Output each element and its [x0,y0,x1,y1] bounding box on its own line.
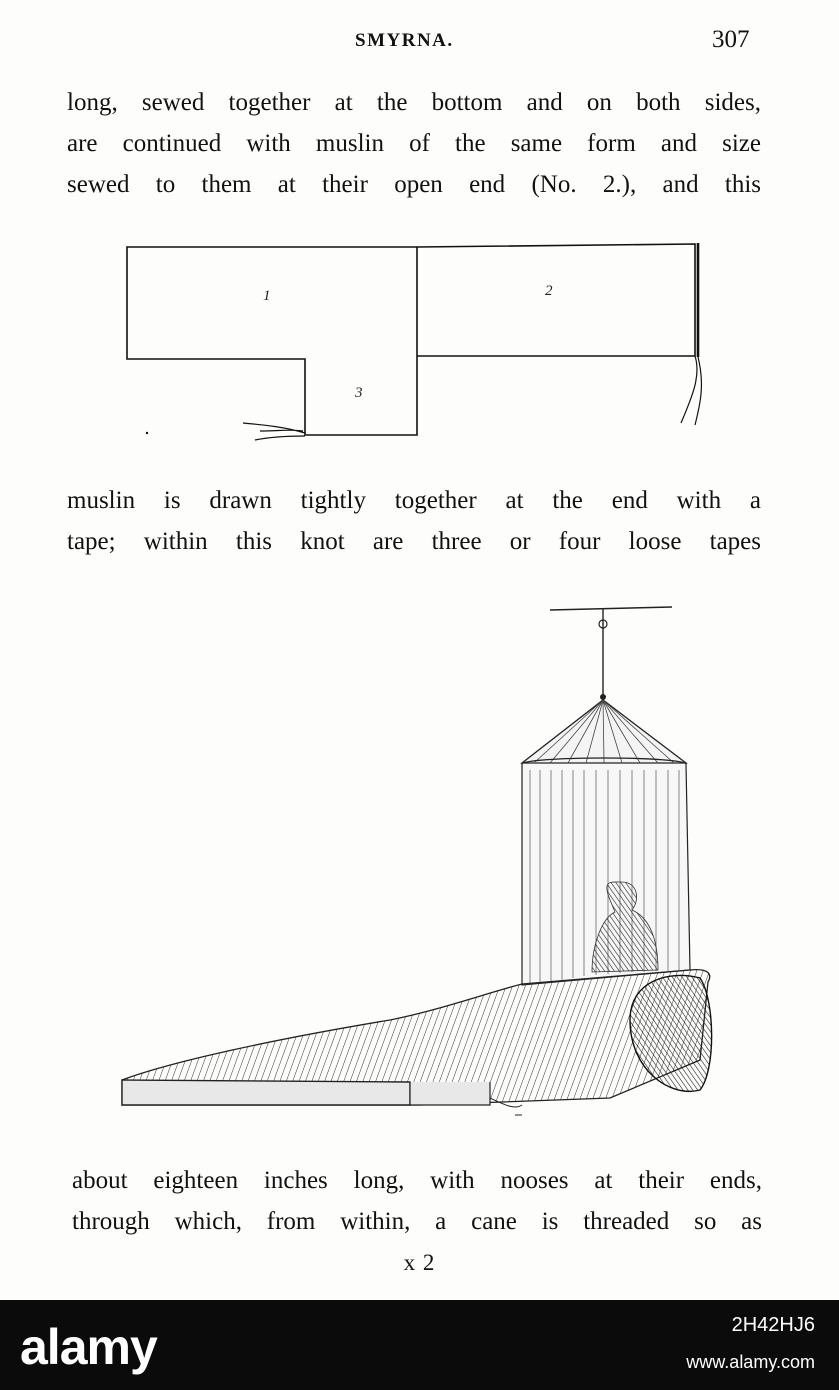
running-title: SMYRNA. [355,30,454,51]
diagram-label-2: 2 [545,283,553,299]
text-line: about eighteen inches long, with nooses at their ends, [72,1167,762,1194]
text-line: tape; within this knot are three or four loose tapes [67,528,761,555]
alamy-logo: alamy [20,1319,157,1375]
text-line: through which, from within, a cane is threaded so as [72,1208,762,1235]
diagram-label-3: 3 [355,385,363,401]
image-id: 2H42HJ6 [731,1314,815,1336]
pattern-piece-2-outline [417,244,695,356]
mattress-edge [122,1080,410,1105]
pattern-piece-1-3-outline [127,247,417,435]
page-number: 307 [712,26,750,53]
paragraph-top [67,82,761,205]
tape-strings-right [681,356,701,425]
muslin-pattern-diagram [115,235,715,450]
tape-strings-left [243,423,305,440]
watermark-bar [0,1300,839,1390]
running-head [0,28,839,58]
mosquito-net-illustration [110,600,730,1125]
cane [550,607,672,610]
paragraph-middle [67,480,761,562]
text-line: muslin is drawn tightly together at the end with a [67,487,761,514]
text-line: are continued with muslin of the same form and size [67,130,761,157]
signature-mark: x 2 [403,1250,436,1275]
watermark-url: www.alamy.com [686,1352,815,1372]
paragraph-bottom [72,1160,762,1242]
diagram-label-1: 1 [263,288,271,304]
text-line: sewed to them at their open end (No. 2.), and this [67,171,761,198]
text-line: long, sewed together at the bottom and on both sides, [67,89,761,116]
